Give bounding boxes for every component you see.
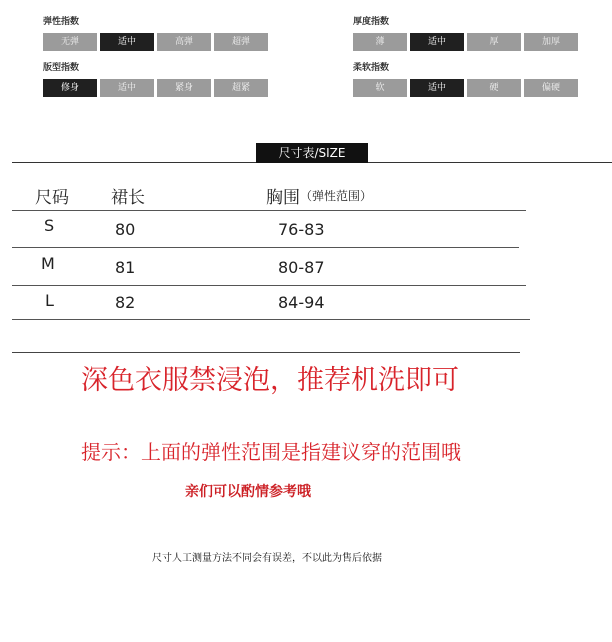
thickness-options	[353, 33, 578, 51]
fit-index-title: 版型指数	[43, 63, 80, 73]
table-row-size: M	[41, 254, 55, 273]
softness-options	[353, 79, 578, 97]
elasticity-option-selected: 适中	[100, 33, 154, 51]
table-row-size: L	[45, 291, 54, 310]
elasticity-option: 高弹	[157, 33, 211, 51]
table-divider	[12, 210, 526, 211]
softness-option: 软	[353, 79, 407, 97]
thickness-option: 薄	[353, 33, 407, 51]
softness-option: 偏硬	[524, 79, 578, 97]
table-row-chest: 76-83	[278, 220, 325, 239]
softness-index-title: 柔软指数	[353, 63, 390, 73]
softness-option-selected: 适中	[410, 79, 464, 97]
softness-index	[353, 63, 578, 97]
fit-option: 适中	[100, 79, 154, 97]
thickness-option-selected: 适中	[410, 33, 464, 51]
wash-note: 深色衣服禁浸泡，推荐机洗即可	[81, 365, 459, 396]
thickness-option: 厚	[467, 33, 521, 51]
header-chest: 胸围	[266, 188, 300, 208]
elasticity-index-title: 弹性指数	[43, 17, 80, 27]
elasticity-options	[43, 33, 268, 51]
table-bottom-line	[12, 352, 520, 353]
elasticity-index	[43, 17, 268, 51]
header-length: 裙长	[111, 188, 145, 208]
table-row-chest: 80-87	[278, 258, 325, 277]
fit-index	[43, 63, 268, 97]
reference-note: 亲们可以酌情参考哦	[185, 484, 311, 500]
size-table-title: 尺寸表/SIZE	[256, 143, 368, 163]
fit-option-selected: 修身	[43, 79, 97, 97]
header-size: 尺码	[35, 188, 69, 208]
table-row-length: 80	[115, 220, 136, 239]
table-divider	[12, 319, 530, 320]
table-divider	[12, 247, 519, 248]
table-row-length: 81	[115, 258, 136, 277]
elasticity-option: 超弹	[214, 33, 268, 51]
fit-options	[43, 79, 268, 97]
fit-option: 超紧	[214, 79, 268, 97]
thickness-index	[353, 17, 578, 51]
header-chest-note: （弹性范围）	[300, 189, 373, 203]
hint-note: 提示：上面的弹性范围是指建议穿的范围哦	[81, 440, 461, 464]
table-row-length: 82	[115, 293, 136, 312]
thickness-index-title: 厚度指数	[353, 17, 390, 27]
thickness-option: 加厚	[524, 33, 578, 51]
table-divider	[12, 285, 526, 286]
fit-option: 紧身	[157, 79, 211, 97]
softness-option: 硬	[467, 79, 521, 97]
elasticity-option: 无弹	[43, 33, 97, 51]
table-row-chest: 84-94	[278, 293, 325, 312]
disclaimer-note: 尺寸人工测量方法不同会有误差，不以此为售后依据	[152, 553, 382, 564]
table-row-size: S	[44, 216, 55, 235]
